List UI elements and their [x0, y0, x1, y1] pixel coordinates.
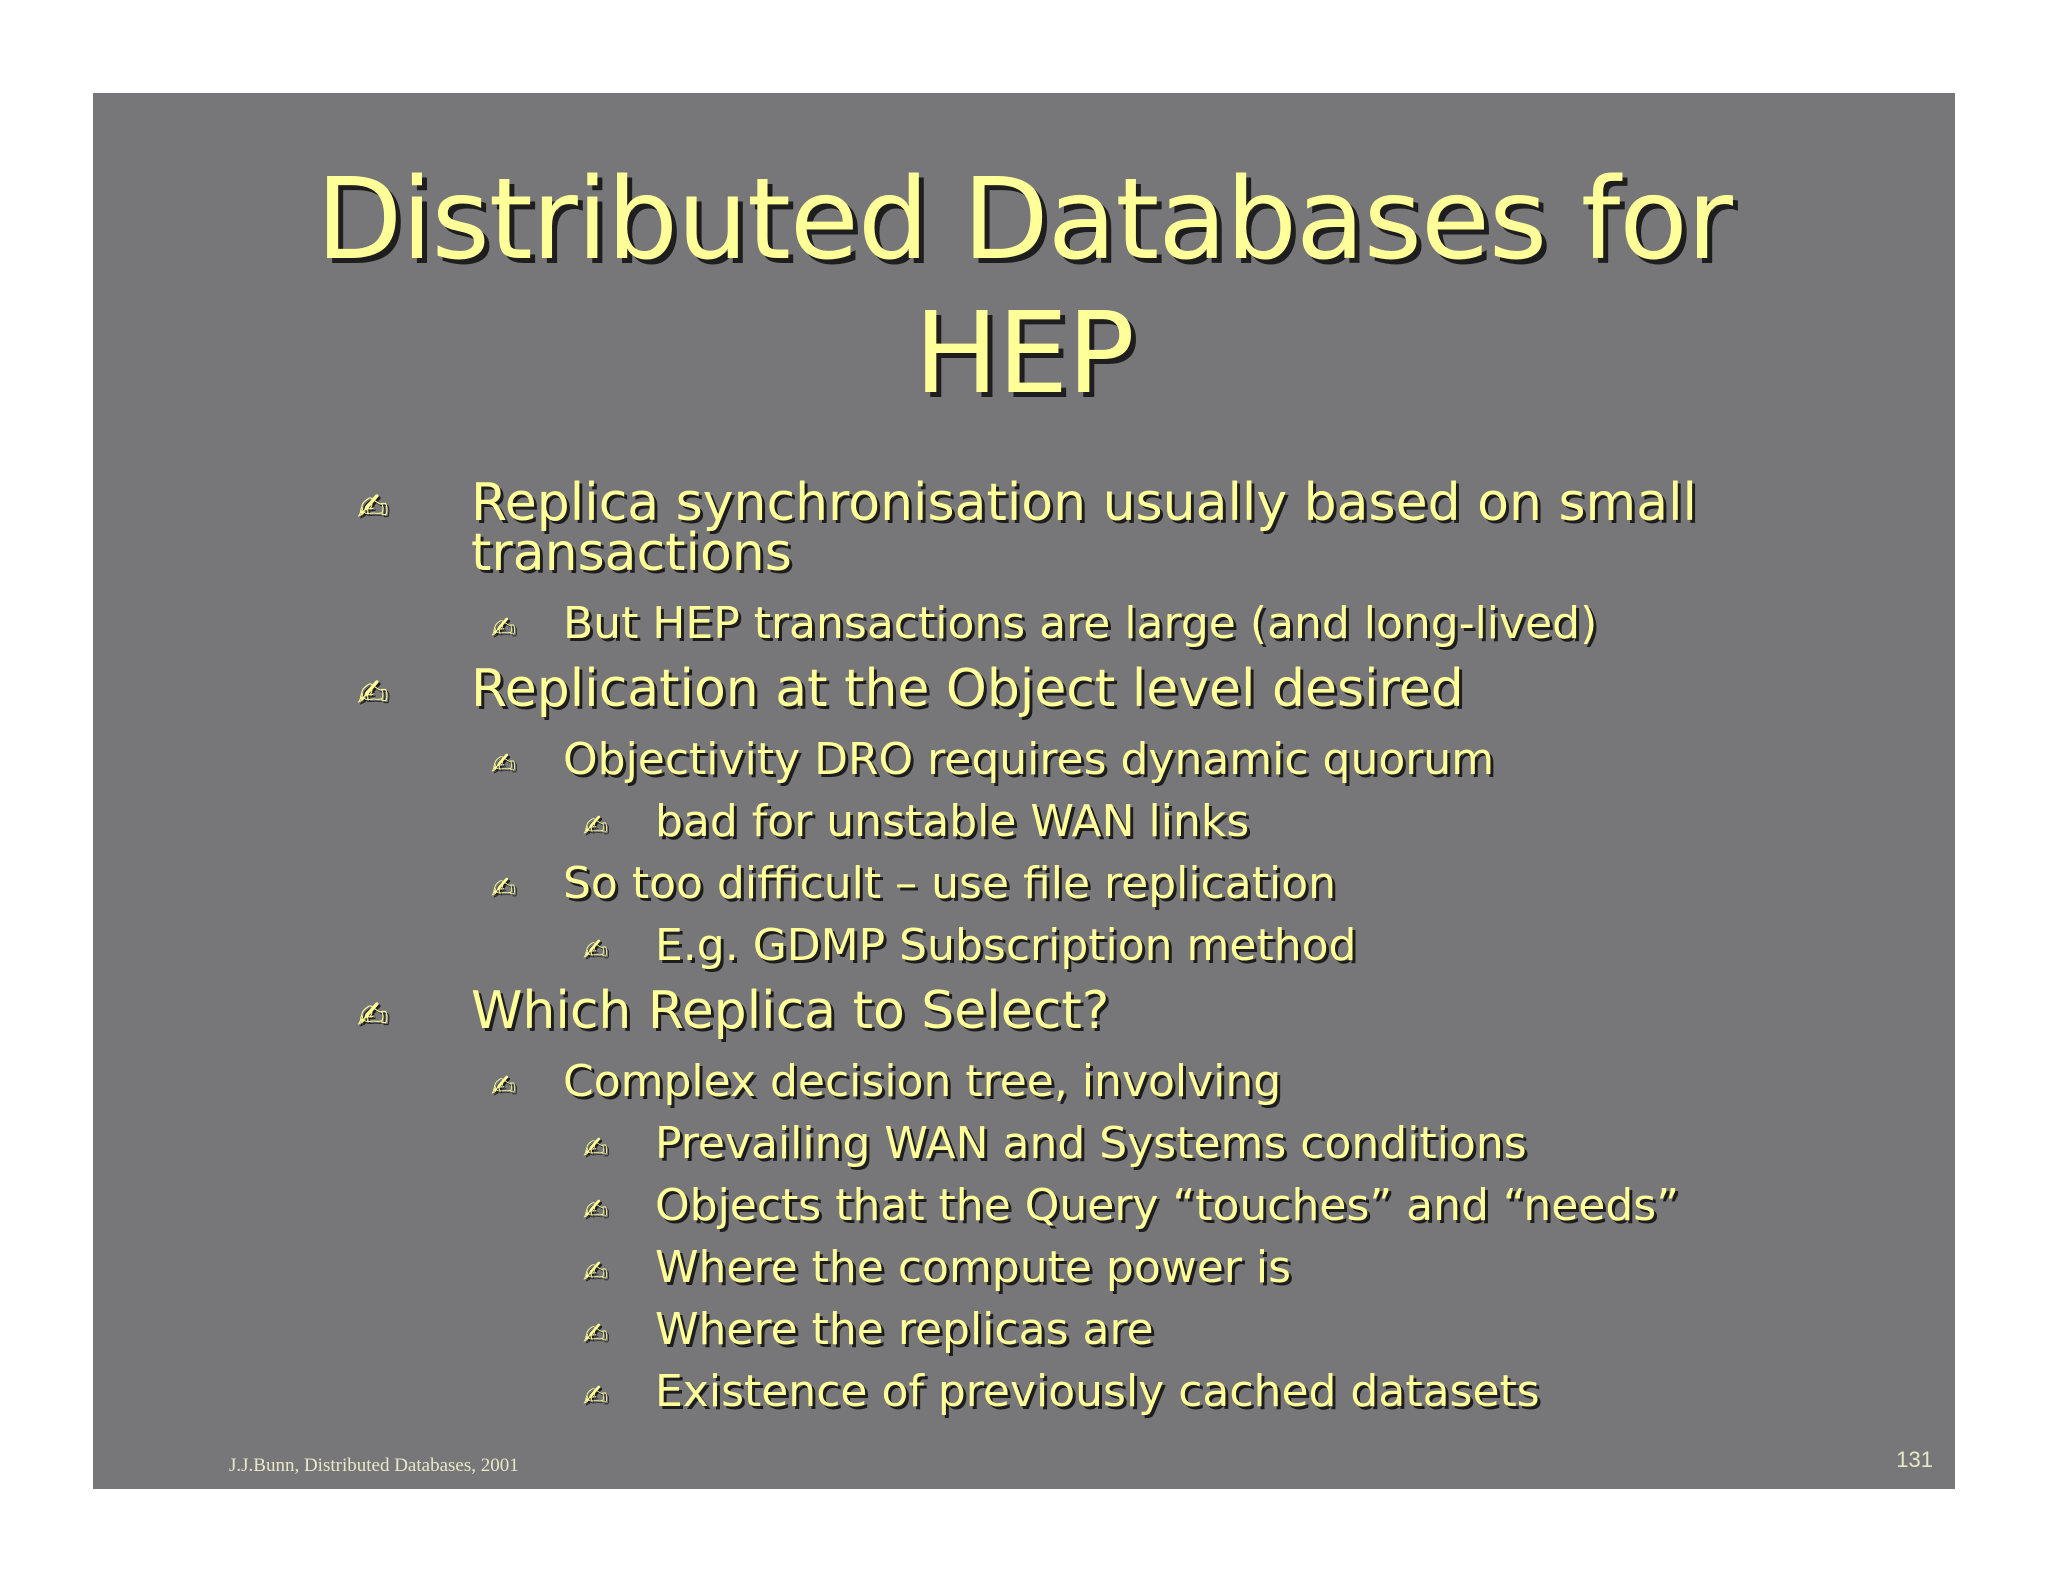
bullet-item: E.g. GDMP Subscription method — [655, 920, 1357, 971]
bullet-item: Which Replica to Select? — [471, 981, 1110, 1041]
bullet-item-continuation: transactions — [471, 523, 792, 583]
writing-hand-icon: ✍ — [583, 1131, 609, 1166]
writing-hand-icon: ✍ — [357, 671, 389, 715]
page-number: 131 — [1896, 1447, 1933, 1472]
bullet-list — [93, 93, 1955, 1489]
writing-hand-icon: ✍ — [357, 485, 389, 529]
bullet-item: Objectivity DRO requires dynamic quorum — [563, 734, 1495, 785]
writing-hand-icon: ✍ — [491, 611, 517, 646]
writing-hand-icon: ✍ — [583, 1379, 609, 1414]
writing-hand-icon: ✍ — [583, 933, 609, 968]
bullet-item: Where the replicas are — [655, 1304, 1154, 1355]
writing-hand-icon: ✍ — [583, 1193, 609, 1228]
bullet-item: Replica synchronisation usually based on small — [471, 473, 1697, 533]
bullet-item: So too difficult – use file replication — [563, 858, 1337, 909]
bullet-item: Objects that the Query “touches” and “needs” — [655, 1180, 1679, 1231]
writing-hand-icon: ✍ — [583, 809, 609, 844]
writing-hand-icon: ✍ — [357, 993, 389, 1037]
writing-hand-icon: ✍ — [583, 1317, 609, 1352]
slide — [93, 93, 1955, 1489]
writing-hand-icon: ✍ — [491, 1069, 517, 1104]
slide-title-line-2: HEP — [914, 289, 1134, 419]
slide-footer: J.J.Bunn, Distributed Databases, 2001 — [229, 1455, 519, 1476]
writing-hand-icon: ✍ — [491, 747, 517, 782]
bullet-item: Existence of previously cached datasets — [655, 1366, 1540, 1417]
bullet-item: Complex decision tree, involving — [563, 1056, 1282, 1107]
bullet-item: Prevailing WAN and Systems conditions — [655, 1118, 1527, 1169]
writing-hand-icon: ✍ — [583, 1255, 609, 1290]
bullet-item: Where the compute power is — [655, 1242, 1292, 1293]
bullet-item: Replication at the Object level desired — [471, 659, 1464, 719]
bullet-item: But HEP transactions are large (and long-lived) — [563, 598, 1598, 649]
slide-title-line-1: Distributed Databases for — [316, 155, 1732, 285]
bullet-item: bad for unstable WAN links — [655, 796, 1250, 847]
writing-hand-icon: ✍ — [491, 871, 517, 906]
